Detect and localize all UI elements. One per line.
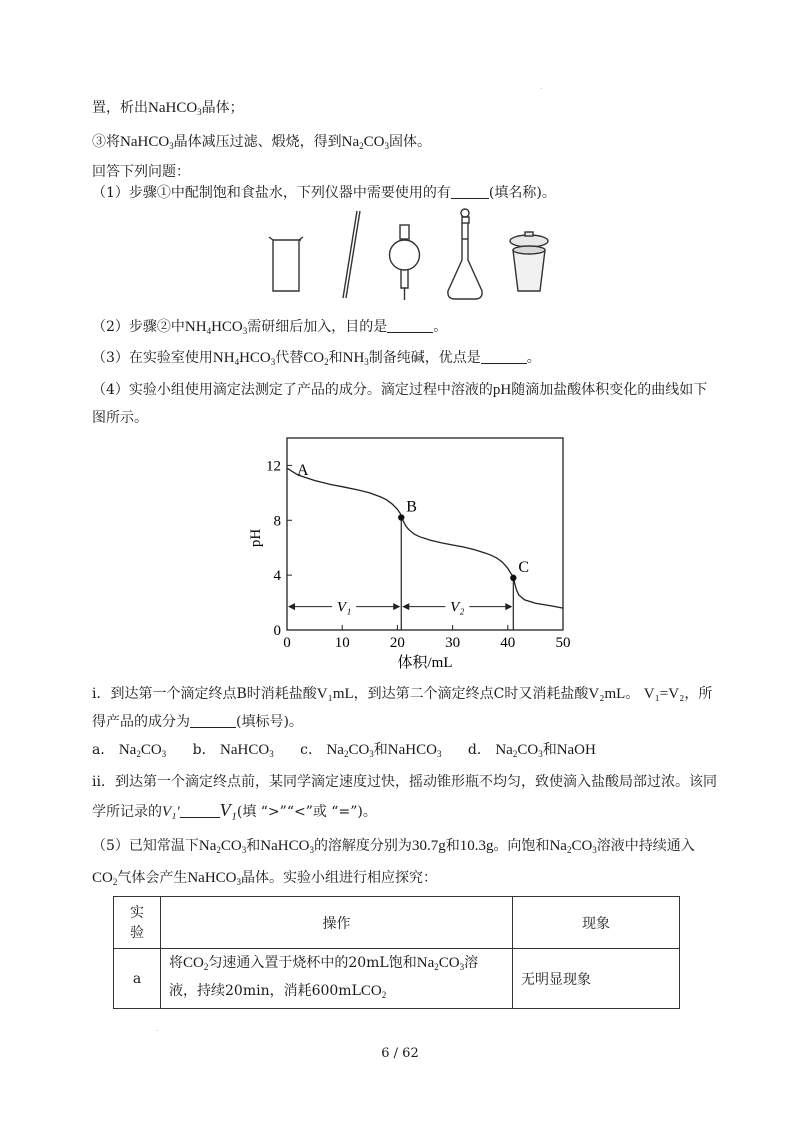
scan-dot: . bbox=[540, 82, 543, 91]
formula-nahco3: NaHCO$_3$ bbox=[148, 100, 202, 117]
text-line-2: ③将NaHCO$_3$晶体减压过滤、煅烧，得到$Na_2CO_3$固体。 bbox=[92, 134, 432, 151]
sub-question-i-cont: 得产品的成分为 (填标号)。 bbox=[92, 714, 303, 730]
question-1: （1）步骤①中配制饱和食盐水，下列仪器中需要使用的有 (填名称)。 bbox=[92, 185, 556, 201]
question-3: （3）在实验室使用$NH_4HCO_3$代替$CO_2$和$NH_3$制备纯碱，优点是 。 bbox=[92, 350, 541, 367]
answer-blank[interactable] bbox=[451, 184, 489, 199]
answer-blank[interactable] bbox=[387, 318, 433, 333]
phenomenon-cell: 无明显现象 bbox=[513, 949, 680, 1009]
arrow-head bbox=[393, 603, 400, 610]
sub-question-ii: ii．到达第一个滴定终点前，某同学滴定速度过快，摇动锥形瓶不均匀，致使滴入盐酸局部过浓。该同 bbox=[92, 774, 717, 790]
option-d[interactable]: d． $Na_2CO_3$和NaOH bbox=[467, 742, 596, 759]
volumetric-flask-icon bbox=[448, 209, 482, 299]
text-line-1: 置，析出NaHCO$_3$晶体； bbox=[92, 100, 244, 117]
question-5-cont: $CO_2$气体会产生NaHCO$_3$晶体。实验小组进行相应探究： bbox=[92, 870, 438, 887]
x-tick-label: 10 bbox=[334, 635, 350, 651]
point-label-A: A bbox=[297, 462, 309, 480]
question-2: （2）步骤②中$NH_4HCO_3$需研细后加入，目的是 。 bbox=[92, 319, 448, 336]
experiment-table bbox=[113, 896, 680, 1009]
sub-question-ii-cont: 学所记录的V₁' V₁(填 “>”“<”或 “=”)。 bbox=[92, 800, 377, 820]
crucible-icon bbox=[510, 232, 548, 291]
question-4: （4）实验小组使用滴定法测定了产品的成分。滴定过程中溶液的pH随滴加盐酸体积变化的曲线如下 bbox=[92, 382, 708, 398]
apparatus-figure bbox=[255, 205, 555, 305]
point-label-B: B bbox=[406, 498, 417, 516]
y-tick-label: 4 bbox=[273, 568, 281, 585]
separatory-funnel-icon bbox=[390, 225, 420, 300]
y-tick-label: 8 bbox=[273, 513, 281, 530]
x-tick-label: 0 bbox=[283, 635, 291, 651]
arrow-head bbox=[402, 603, 409, 610]
row-id: a bbox=[114, 949, 161, 1009]
table-row bbox=[114, 949, 680, 1009]
answer-blank[interactable] bbox=[481, 349, 527, 364]
option-b[interactable]: b． NaHCO$_3$ bbox=[192, 742, 274, 759]
option-c[interactable]: c． $Na_2CO_3$和NaHCO$_3$ bbox=[300, 742, 442, 759]
table-header-row bbox=[114, 897, 680, 949]
option-a[interactable]: a． $Na_2CO_3$ bbox=[92, 742, 167, 759]
col-header-phenomenon: 现象 bbox=[513, 897, 680, 949]
x-tick-label: 20 bbox=[389, 635, 405, 651]
question-4-cont: 图所示。 bbox=[92, 410, 148, 426]
ph-curve bbox=[287, 468, 563, 608]
arrow-head bbox=[288, 603, 295, 610]
y-tick-label: 12 bbox=[266, 458, 281, 475]
question-5: （5）已知常温下$Na_2CO_3$和NaHCO$_3$的溶解度分别为30.7g和10.3g。向饱和$Na_2CO_3$溶液中持续通入 bbox=[92, 838, 695, 855]
ph-titration-chart bbox=[250, 438, 580, 670]
answer-blank[interactable] bbox=[180, 803, 220, 818]
formula-nh4hco3: $NH_4HCO_3$ bbox=[212, 350, 276, 367]
y-axis-label: pH bbox=[248, 528, 264, 548]
col-header-operation: 操作 bbox=[161, 897, 513, 949]
glass-rod-icon bbox=[343, 211, 360, 298]
formula-co2: $CO_2$ bbox=[303, 350, 329, 367]
sub-question-i: i．到达第一个滴定终点B时消耗盐酸V₁mL，到达第二个滴定终点C时又消耗盐酸V₂mL。 V₁=V₂，所 bbox=[92, 686, 713, 702]
beaker-icon bbox=[269, 237, 303, 291]
plot-frame bbox=[287, 438, 563, 630]
formula-nh4hco3: $NH_4HCO_3$ bbox=[184, 319, 248, 336]
point-marker bbox=[398, 514, 404, 520]
formula-na2co3: $Na_2CO_3$ bbox=[341, 134, 390, 151]
page-number: 6 / 62 bbox=[381, 1046, 419, 1061]
span-label: V₂ bbox=[450, 599, 465, 616]
text-line-3: 回答下列问题： bbox=[92, 164, 190, 180]
arrow-head bbox=[505, 603, 512, 610]
ph-label: pH bbox=[492, 382, 512, 398]
x-tick-label: 50 bbox=[555, 635, 571, 651]
point-marker bbox=[510, 575, 516, 581]
col-header-experiment: 实 验 bbox=[114, 897, 161, 949]
options bbox=[92, 740, 618, 764]
span-label: V₁ bbox=[336, 599, 352, 616]
x-tick-label: 30 bbox=[445, 635, 461, 651]
operation-cell: 将$CO_2$匀速通入置于烧杯中的20mL饱和$Na_2CO_3$溶 液，持续20min，消耗600mLCO$_2$ bbox=[161, 949, 513, 1009]
point-label-C: C bbox=[518, 558, 529, 576]
x-axis-label: 体积/mL bbox=[397, 655, 453, 671]
x-tick-label: 40 bbox=[500, 635, 516, 651]
y-tick-label: 0 bbox=[273, 623, 281, 639]
formula-nh3: $NH_3$ bbox=[342, 350, 369, 367]
scan-dot: . bbox=[156, 1024, 159, 1033]
formula-nahco3: NaHCO$_3$ bbox=[120, 134, 174, 151]
answer-blank[interactable] bbox=[190, 713, 236, 728]
